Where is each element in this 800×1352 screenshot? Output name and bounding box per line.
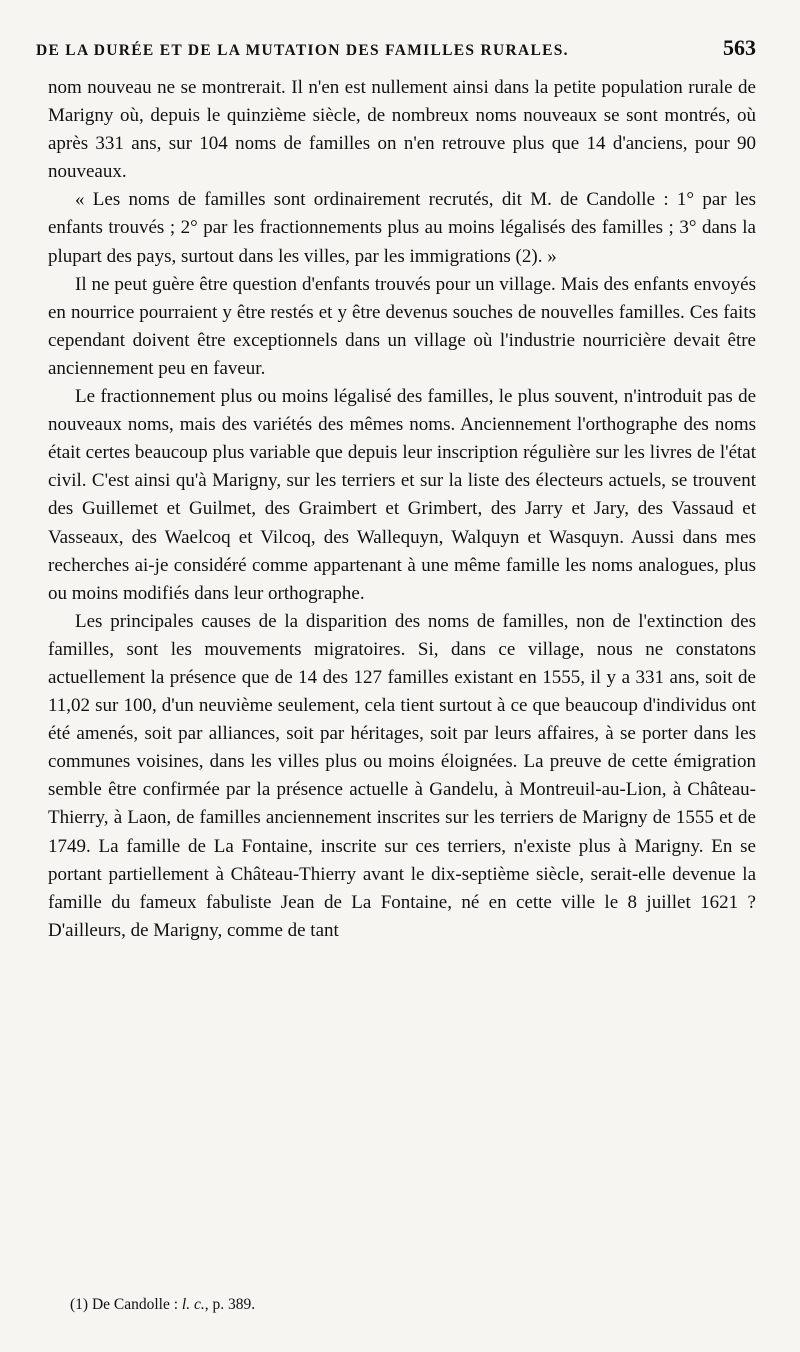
- paragraph-quotation: « Les noms de familles sont ordinairement recrutés, dit M. de Candolle : 1° par les enfants trouvés ; 2° par les fractionnements plus au moins légalisés des familles ; 3° dans la plupart des pays, surtout dans les villes, par les immigrations (2). »: [48, 189, 756, 267]
- running-head: DE LA DURÉE ET DE LA MUTATION DES FAMILLES RURALES.: [36, 42, 569, 59]
- paragraph-foundlings: Il ne peut guère être question d'enfants trouvés pour un village. Mais des enfants envoyés en nourrice pourraient y être restés et y être devenus souches de nouvelles familles. Ces faits cependant doivent être exceptionnels dans un village où l'industrie nourricière devait être anciennement peu en faveur.: [48, 273, 756, 379]
- body-text: [48, 74, 756, 945]
- footnote-marker: (1) De Candolle :: [70, 1296, 179, 1313]
- page-number: 563: [723, 35, 756, 60]
- page-header: [36, 35, 756, 67]
- footnote-page: , p. 389.: [204, 1296, 256, 1313]
- paragraph-migrations: Les principales causes de la disparition des noms de familles, non de l'extinction des familles, sont les mouvements migratoires. Si, dans ce village, nous ne constatons actuellement la présence que de 14 des 127 familles existant en 1555, il y a 331 ans, soit de 11,02 sur 100, d'un neuvième seulement, cela tient surtout à ce que beaucoup d'individus ont été amenés, soit par alliances, soit par héritages, soit par leurs affaires, à se porter dans les communes voisines, dans les villes plus ou moins éloignées. La preuve de cette émigration semble être confirmée par la présence actuelle à Gandelu, à Montreuil-au-Lion, à Château-Thierry, à Laon, de familles anciennement inscrites sur les terriers de Marigny de 1555 et de 1749. La famille de La Fontaine, inscrite sur ces terriers, n'existe plus à Marigny. En se portant partiellement à Château-Thierry avant le dix-septième siècle, serait-elle devenue la famille du fameux fabuliste Jean de La Fontaine, né en cette ville le 8 juillet 1621 ? D'ailleurs, de Marigny, comme de tant: [48, 610, 756, 941]
- footnote: [70, 1296, 760, 1314]
- paragraph-continuation: nom nouveau ne se montrerait. Il n'en est nullement ainsi dans la petite population rurale de Marigny où, depuis le quinzième siècle, de nombreux noms nouveaux se sont montrés, où après 331 ans, sur 104 noms de familles on n'en retrouve plus que 14 d'anciens, pour 90 nouveaux.: [48, 77, 756, 183]
- footnote-ref: l. c.: [181, 1296, 205, 1313]
- paragraph-fractionnement: Le fractionnement plus ou moins légalisé des familles, le plus souvent, n'introduit pas de nouveaux noms, mais des variétés des mêmes noms. Anciennement l'orthographe des noms était certes beaucoup plus variable que depuis leur inscription régulière sur les livres de l'état civil. C'est ainsi qu'à Marigny, sur les terriers et sur la liste des électeurs actuels, se trouvent des Guillemet et Guilmet, des Graimbert et Grimbert, des Jarry et Jary, des Vassaud et Vasseaux, des Waelcoq et Vilcoq, des Wallequyn, Walquyn et Wasquyn. Aussi dans mes recherches ai-je considéré comme appartenant à une même famille les noms analogues, plus ou moins modifiés dans leur orthographe.: [48, 386, 756, 604]
